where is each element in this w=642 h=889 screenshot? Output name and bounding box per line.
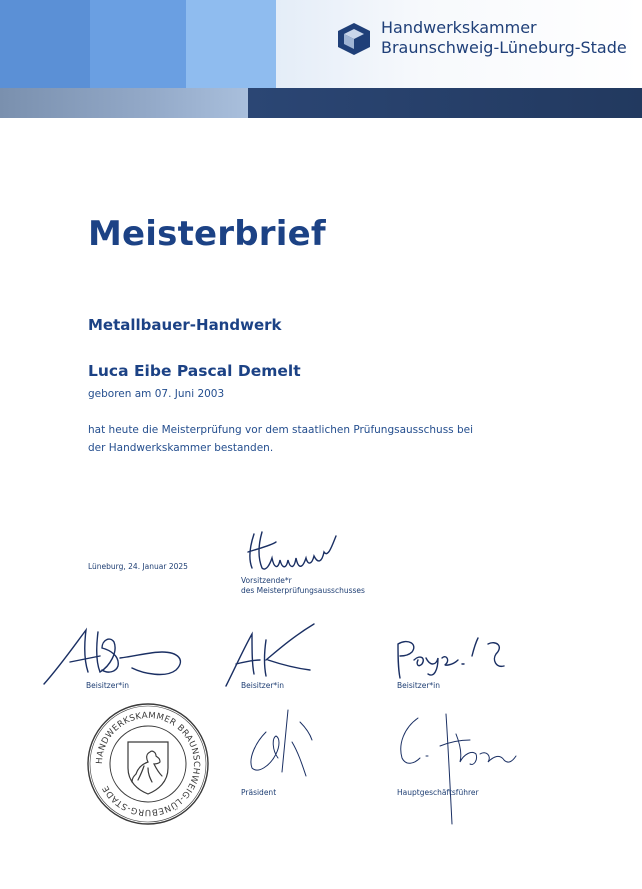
hwk-cube-logo-icon [337, 22, 371, 56]
assessor-2-label: Beisitzer*in [241, 681, 284, 690]
assessor-3-label: Beisitzer*in [397, 681, 440, 690]
header-stripe [0, 88, 642, 118]
holder-name: Luca Eibe Pascal Demelt [88, 362, 301, 380]
chamber-seal [86, 702, 210, 826]
president-signature [236, 702, 326, 782]
org-name-line-1: Handwerkskammer [381, 18, 537, 37]
chair-role-line-2: des Meisterprüfungsausschusses [241, 586, 365, 595]
president-label: Präsident [241, 788, 277, 797]
trade-name: Metallbauer-Handwerk [88, 316, 282, 334]
chair-signature [240, 528, 350, 576]
chair-role-line-1: Vorsitzende*r [241, 576, 292, 585]
assessor-2-signature [222, 620, 322, 690]
assessor-3-signature [392, 630, 512, 682]
place-and-date: Lüneburg, 24. Januar 2025 [88, 562, 188, 571]
birth-date: geboren am 07. Juni 2003 [88, 388, 225, 400]
seal-text: HANDWERKSKAMMER BRAUNSCHWEIG-LÜNEBURG-STADE [94, 710, 202, 818]
organization-name [381, 18, 627, 58]
assessor-1-signature [40, 622, 190, 688]
managing-director-signature [390, 704, 520, 826]
document-title: Meisterbrief [88, 214, 326, 254]
managing-director-label: Hauptgeschäftsführer [397, 788, 479, 797]
header-color-band [0, 0, 276, 88]
exam-statement: hat heute die Meisterprüfung vor dem staatlichen Prüfungsausschuss bei der Handwerkskammer bestanden. [88, 424, 474, 454]
seal-horse [132, 751, 162, 782]
svg-text:HANDWERKSKAMMER BRAUNSCHWEIG-L [95, 711, 201, 817]
org-name-line-2: Braunschweig-Lüneburg-Stade [381, 38, 627, 57]
assessor-1-label: Beisitzer*in [86, 681, 129, 690]
